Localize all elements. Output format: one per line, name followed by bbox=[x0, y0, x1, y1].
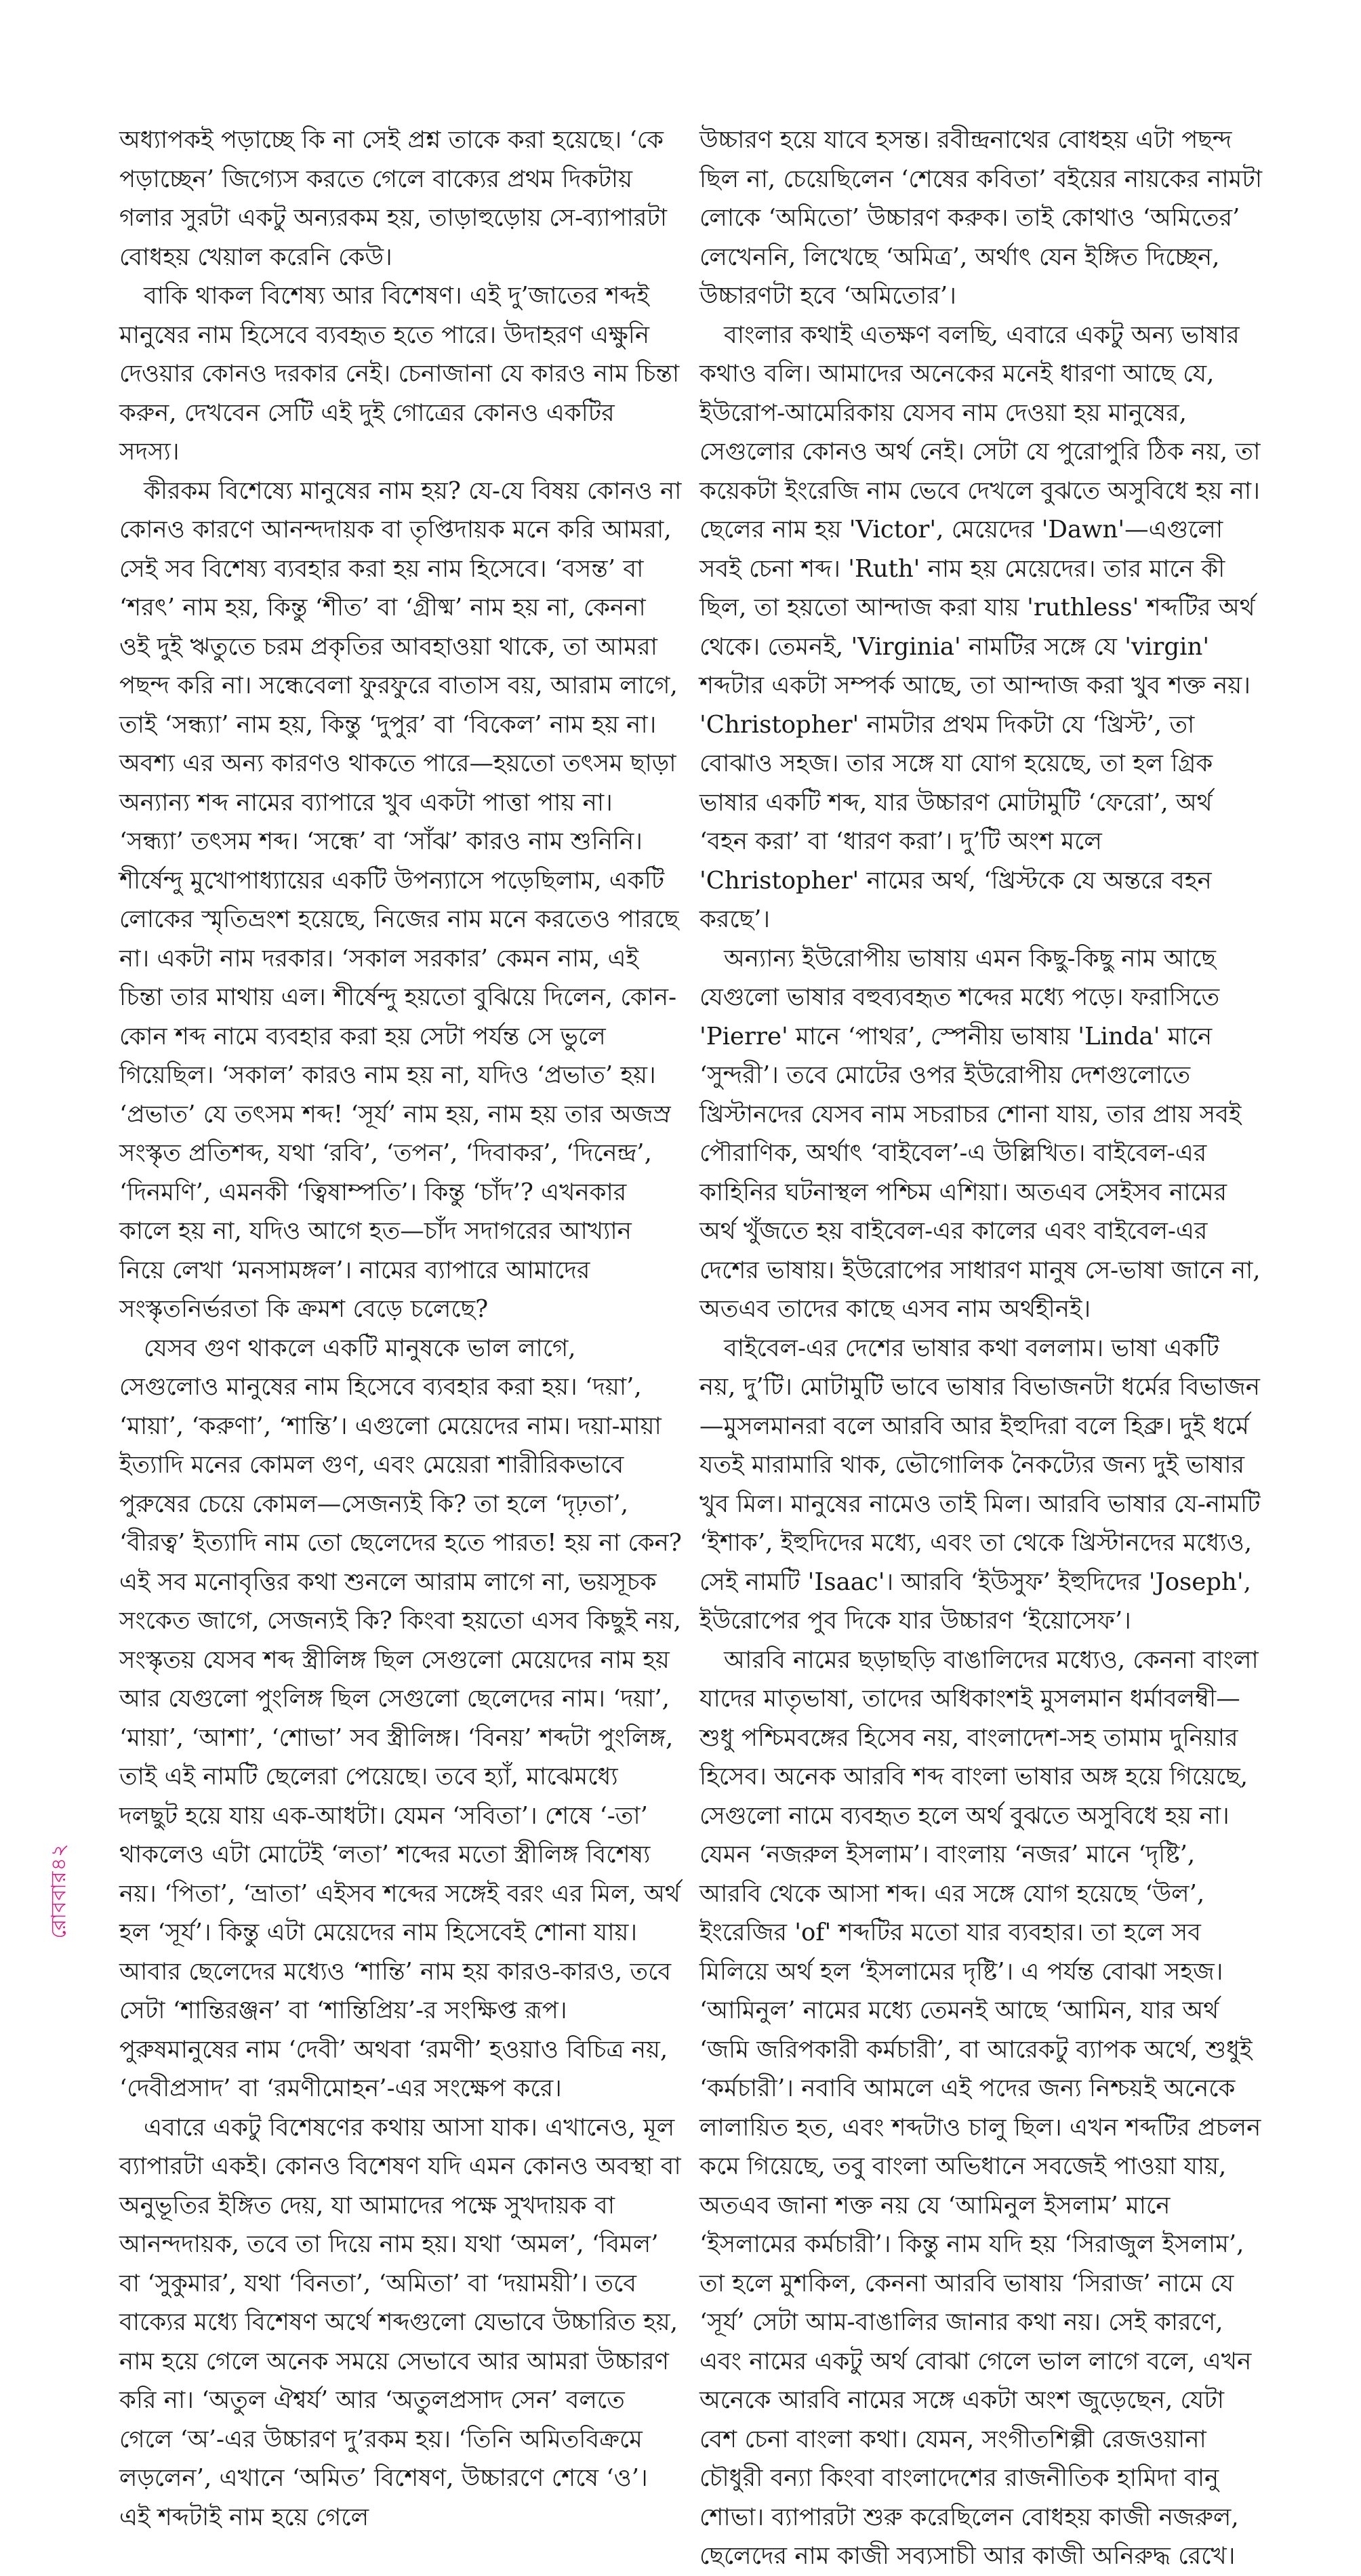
article-column-left bbox=[119, 121, 682, 2531]
paragraph: বাইবেল-এর দেশের ভাষার কথা বললাম। ভাষা একটি নয়, দু’টি। মোটামুটি ভাবে ভাষার বিভাজনটা ধর্মের বিভাজন—মুসলমানরা বলে আরবি আর ইহুদিরা বলে হিব্রু। দুই ধর্মে যতই মারামারি থাক, ভৌগোলিক নৈকট্যের জন্য দুই ভাষার খুব মিল। মানুষের নামেও তাই মিল। আরবি ভাষার যে-নামটি ‘ইশাক’, ইহুদিদের মধ্যে, এবং তা থেকে খ্রিস্টানদের মধ্যেও, সেই নামটি 'Isaac'। আরবি ‘ইউসুফ’ ইহুদিদের 'Joseph', ইউরোপের পুব দিকে যার উচ্চারণ ‘ইয়োসেফ’। bbox=[699, 1334, 1261, 1635]
footer-text bbox=[43, 1843, 77, 1939]
paragraph: যেসব গুণ থাকলে একটি মানুষকে ভাল লাগে, সেগুলোও মানুষের নাম হিসেবে ব্যবহার করা হয়। ‘দয়া’, ‘মায়া’, ‘করুণা’, ‘শান্তি’। এগুলো মেয়েদের নাম। দয়া-মায়া ইত্যাদি মনের কোমল গুণ, এবং মেয়েরা শারীরিকভাবে পুরুষের চেয়ে কোমল—সেজন্যই কি? তা হলে ‘দৃঢ়তা’, ‘বীরত্ব’ ইত্যাদি নাম তো ছেলেদের হতে পারত! হয় না কেন? এই সব মনোবৃত্তির কথা শুনলে আরাম লাগে না, ভয়সূচক সংকেত জাগে, সেজন্যই কি? কিংবা হয়তো এসব কিছুই নয়, সংস্কৃতয় যেসব শব্দ স্ত্রীলিঙ্গ ছিল সেগুলো মেয়েদের নাম হয় আর যেগুলো পুংলিঙ্গ ছিল সেগুলো ছেলেদের নাম। ‘দয়া’, ‘মায়া’, ‘আশা’, ‘শোভা’ সব স্ত্রীলিঙ্গ। ‘বিনয়’ শব্দটা পুংলিঙ্গ, তাই এই নামটি ছেলেরা পেয়েছে। তবে হ্যাঁ, মাঝেমধ্যে দলছুট হয়ে যায় এক-আধটা। যেমন ‘সবিতা’। শেষে ‘-তা’ থাকলেও এটা মোটেই ‘লতা’ শব্দের মতো স্ত্রীলিঙ্গ বিশেষ্য নয়। ‘পিতা’, ‘ভ্রাতা’ এইসব শব্দের সঙ্গেই বরং এর মিল, অর্থ হল ‘সূর্য’। কিন্তু এটা মেয়েদের নাম হিসেবেই শোনা যায়। আবার ছেলেদের মধ্যেও ‘শান্তি’ নাম হয় কারও-কারও, তবে সেটা ‘শান্তিরঞ্জন’ বা ‘শান্তিপ্রিয়’-র সংক্ষিপ্ত রূপ। পুরুষমানুষের নাম ‘দেবী’ অথবা ‘রমণী’ হওয়াও বিচিত্র নয়, ‘দেবীপ্রসাদ’ বা ‘রমণীমোহন’-এর সংক্ষেপ করে। bbox=[119, 1334, 682, 2102]
paragraph: বাকি থাকল বিশেষ্য আর বিশেষণ। এই দু’জাতের শব্দই মানুষের নাম হিসেবে ব্যবহৃত হতে পারে। উদাহরণ এক্ষুনি দেওয়ার কোনও দরকার নেই। চেনাজানা যে কারও নাম চিন্তা করুন, দেখবেন সেটি এই দুই গোত্রের কোনও একটির সদস্য। bbox=[119, 282, 680, 466]
paragraph: বাংলার কথাই এতক্ষণ বলছি, এবারে একটু অন্য ভাষার কথাও বলি। আমাদের অনেকের মনেই ধারণা আছে যে, ইউরোপ-আমেরিকায় যেসব নাম দেওয়া হয় মানুষের, সেগুলোর কোনও অর্থ নেই। সেটা যে পুরোপুরি ঠিক নয়, তা কয়েকটা ইংরেজি নাম ভেবে দেখলে বুঝতে অসুবিধে হয় না। ছেলের নাম হয় 'Victor', মেয়েদের 'Dawn'—এগুলো সবই চেনা শব্দ। 'Ruth' নাম হয় মেয়েদের। তার মানে কী ছিল, তা হয়তো আন্দাজ করা যায় 'ruthless' শব্দটির অর্থ থেকে। তেমনই, 'Virginia' নামটির সঙ্গে যে 'virgin' শব্দটার একটা সম্পর্ক আছে, তা আন্দাজ করা খুব শক্ত নয়। 'Christopher' নামটার প্রথম দিকটা যে ‘খ্রিস্ট’, তা বোঝাও সহজ। তার সঙ্গে যা যোগ হয়েছে, তা হল গ্রিক ভাষার একটি শব্দ, যার উচ্চারণ মোটামুটি ‘ফেরো’, অর্থ ‘বহন করা’ বা ‘ধারণ করা’। দু’টি অংশ মলে 'Christopher' নামের অর্থ, ‘খ্রিস্টকে যে অন্তরে বহন করছে’। bbox=[699, 321, 1261, 933]
paragraph: অন্যান্য ইউরোপীয় ভাষায় এমন কিছু-কিছু নাম আছে যেগুলো ভাষার বহুব্যবহৃত শব্দের মধ্যে পড়ে। ফরাসিতে 'Pierre' মানে ‘পাথর’, স্পেনীয় ভাষায় 'Linda' মানে ‘সুন্দরী’। তবে মোটের ওপর ইউরোপীয় দেশগুলোতে খ্রিস্টানদের যেসব নাম সচরাচর শোনা যায়, তার প্রায় সবই পৌরাণিক, অর্থাৎ ‘বাইবেল’-এ উল্লিখিত। বাইবেল-এর কাহিনির ঘটনাস্থল পশ্চিম এশিয়া। অতএব সেইসব নামের অর্থ খুঁজতে হয় বাইবেল-এর কালের এবং বাইবেল-এর দেশের ভাষায়। ইউরোপের সাধারণ মানুষ সে-ভাষা জানে না, অতএব তাদের কাছে এসব নাম অর্থহীনই। bbox=[699, 944, 1261, 1323]
paragraph: কীরকম বিশেষ্যে মানুষের নাম হয়? যে-যে বিষয় কোনও না কোনও কারণে আনন্দদায়ক বা তৃপ্তিদায়ক মনে করি আমরা, সেই সব বিশেষ্য ব্যবহার করা হয় নাম হিসেবে। ‘বসন্ত’ বা ‘শরৎ’ নাম হয়, কিন্তু ‘শীত’ বা ‘গ্রীষ্ম’ নাম হয় না, কেননা ওই দুই ঋতুতে চরম প্রকৃতির আবহাওয়া থাকে, তা আমরা পছন্দ করি না। সন্ধেবেলা ফুরফুরে বাতাস বয়, আরাম লাগে, তাই ‘সন্ধ্যা’ নাম হয়, কিন্তু ‘দুপুর’ বা ‘বিকেল’ নাম হয় না। অবশ্য এর অন্য কারণও থাকতে পারে—হয়তো তৎসম ছাড়া অন্যান্য শব্দ নামের ব্যাপারে খুব একটা পাত্তা পায় না। ‘সন্ধ্যা’ তৎসম শব্দ। ‘সন্ধে’ বা ‘সাঁঝ’ কারও নাম শুনিনি। শীর্ষেন্দু মুখোপাধ্যায়ের একটি উপন্যাসে পড়েছিলাম, একটি লোকের স্মৃতিভ্রংশ হয়েছে, নিজের নাম মনে করতেও পারছে না। একটা নাম দরকার। ‘সকাল সরকার’ কেমন নাম, এই চিন্তা তার মাথায় এল। শীর্ষেন্দু হয়তো বুঝিয়ে দিলেন, কোন-কোন শব্দ নামে ব্যবহার করা হয় সেটা পর্যন্ত সে ভুলে গিয়েছিল। ‘সকাল’ কারও নাম হয় না, যদিও ‘প্রভাত’ হয়। ‘প্রভাত’ যে তৎসম শব্দ! ‘সূর্য’ নাম হয়, নাম হয় তার অজস্র সংস্কৃত প্রতিশব্দ, যথা ‘রবি’, ‘তপন’, ‘দিবাকর’, ‘দিনেন্দ্র’, ‘দিনমণি’, এমনকী ‘ত্বিষাম্পতি’। কিন্তু ‘চাঁদ’? এখনকার কালে হয় না, যদিও আগে হত—চাঁদ সদাগরের আখ্যান নিয়ে লেখা ‘মনসামঙ্গল’। নামের ব্যাপারে আমাদের সংস্কৃতনির্ভরতা কি ক্রমশ বেড়ে চলেছে? bbox=[119, 476, 682, 1323]
magazine-name: রোববার bbox=[47, 1870, 71, 1939]
paragraph: অধ্যাপকই পড়াচ্ছে কি না সেই প্রশ্ন তাকে করা হয়েছে। ‘কে পড়াচ্ছেন’ জিগ্যেস করতে গেলে বাক্যের প্রথম দিকটায় গলার সুরটা একটু অন্যরকম হয়, তাড়াহুড়োয় সে-ব্যাপারটা বোধহয় খেয়াল করেনি কেউ। bbox=[119, 126, 668, 271]
paragraph: উচ্চারণ হয়ে যাবে হসন্ত। রবীন্দ্রনাথের বোধহয় এটা পছন্দ ছিল না, চেয়েছিলেন ‘শেষের কবিতা’ বইয়ের নায়কের নামটা লোকে ‘অমিতো’ উচ্চারণ করুক। তাই কোথাও ‘অমিতের’ লেখেননি, লিখেছে ‘অমিত্র’, অর্থাৎ যেন ইঙ্গিত দিচ্ছেন, উচ্চারণটা হবে ‘অমিতোর’। bbox=[699, 126, 1262, 310]
page-number: ৪২ bbox=[47, 1843, 71, 1871]
paragraph: এবারে একটু বিশেষণের কথায় আসা যাক। এখানেও, মূল ব্যাপারটা একই। কোনও বিশেষণ যদি এমন কোনও অবস্থা বা অনুভূতির ইঙ্গিত দেয়, যা আমাদের পক্ষে সুখদায়ক বা আনন্দদায়ক, তবে তা দিয়ে নাম হয়। যথা ‘অমল’, ‘বিমল’ বা ‘সুকুমার’, যথা ‘বিনতা’, ‘অমিতা’ বা ‘দয়াময়ী’। তবে বাক্যের মধ্যে বিশেষণ অর্থে শব্দগুলো যেভাবে উচ্চারিত হয়, নাম হয়ে গেলে অনেক সময়ে সেভাবে আর আমরা উচ্চারণ করি না। ‘অতুল ঐশ্বর্য’ আর ‘অতুলপ্রসাদ সেন’ বলতে গেলে ‘অ’-এর উচ্চারণ দু’রকম হয়। ‘তিনি অমিতবিক্রমে লড়লেন’, এখানে ‘অমিত’ বিশেষণ, উচ্চারণে শেষে ‘ও’। এই শব্দটাই নাম হয়ে গেলে bbox=[119, 2113, 681, 2531]
paragraph: আরবি নামের ছড়াছড়ি বাঙালিদের মধ্যেও, কেননা বাংলা যাদের মাতৃভাষা, তাদের অধিকাংশই মুসলমান ধর্মাবলম্বী—শুধু পশ্চিমবঙ্গের হিসেব নয়, বাংলাদেশ-সহ তামাম দুনিয়ার হিসেব। অনেক আরবি শব্দ বাংলা ভাষার অঙ্গ হয়ে গিয়েছে, সেগুলো নামে ব্যবহৃত হলে অর্থ বুঝতে অসুবিধে হয় না। যেমন ‘নজরুল ইসলাম’। বাংলায় ‘নজর’ মানে ‘দৃষ্টি’, আরবি থেকে আসা শব্দ। এর সঙ্গে যোগ হয়েছে ‘উল’, ইংরেজির 'of' শব্দটির মতো যার ব্যবহার। তা হলে সব মিলিয়ে অর্থ হল ‘ইসলামের দৃষ্টি’। এ পর্যন্ত বোঝা সহজ। ‘আমিনুল’ নামের মধ্যে তেমনই আছে ‘আমিন, যার অর্থ ‘জমি জরিপকারী কর্মচারী’, বা আরেকটু ব্যাপক অর্থে, শুধুই ‘কর্মচারী’। নবাবি আমলে এই পদের জন্য নিশ্চয়ই অনেকে লালায়িত হত, এবং শব্দটাও চালু ছিল। এখন শব্দটির প্রচলন কমে গিয়েছে, তবু বাংলা অভিধানে সবজেই পাওয়া যায়, অতএব জানা শক্ত নয় যে ‘আমিনুল ইসলাম’ মানে ‘ইসলামের কর্মচারী’। কিন্তু নাম যদি হয় ‘সিরাজুল ইসলাম’, তা হলে মুশকিল, কেননা আরবি ভাষায় ‘সিরাজ’ নামে যে ‘সূর্য’ সেটা আম-বাঙালির জানার কথা নয়। সেই কারণে, এবং নামের একটু অর্থ বোঝা গেলে ভাল লাগে বলে, এখন অনেকে আরবি নামের সঙ্গে একটা অংশ জুড়েছেন, যেটা বেশ চেনা বাংলা কথা। যেমন, সংগীতশিল্পী রেজওয়ানা চৌধুরী বন্যা কিংবা বাংলাদেশের রাজনীতিক হামিদা বানু শোভা। ব্যাপারটা শুরু করেছিলেন বোধহয় কাজী নজরুল, ছেলেদের নাম কাজী সব্যসাচী আর কাজী অনিরুদ্ধ রেখে। bbox=[699, 1645, 1261, 2570]
article-column-right bbox=[699, 121, 1262, 2570]
page-footer bbox=[39, 1826, 80, 1955]
